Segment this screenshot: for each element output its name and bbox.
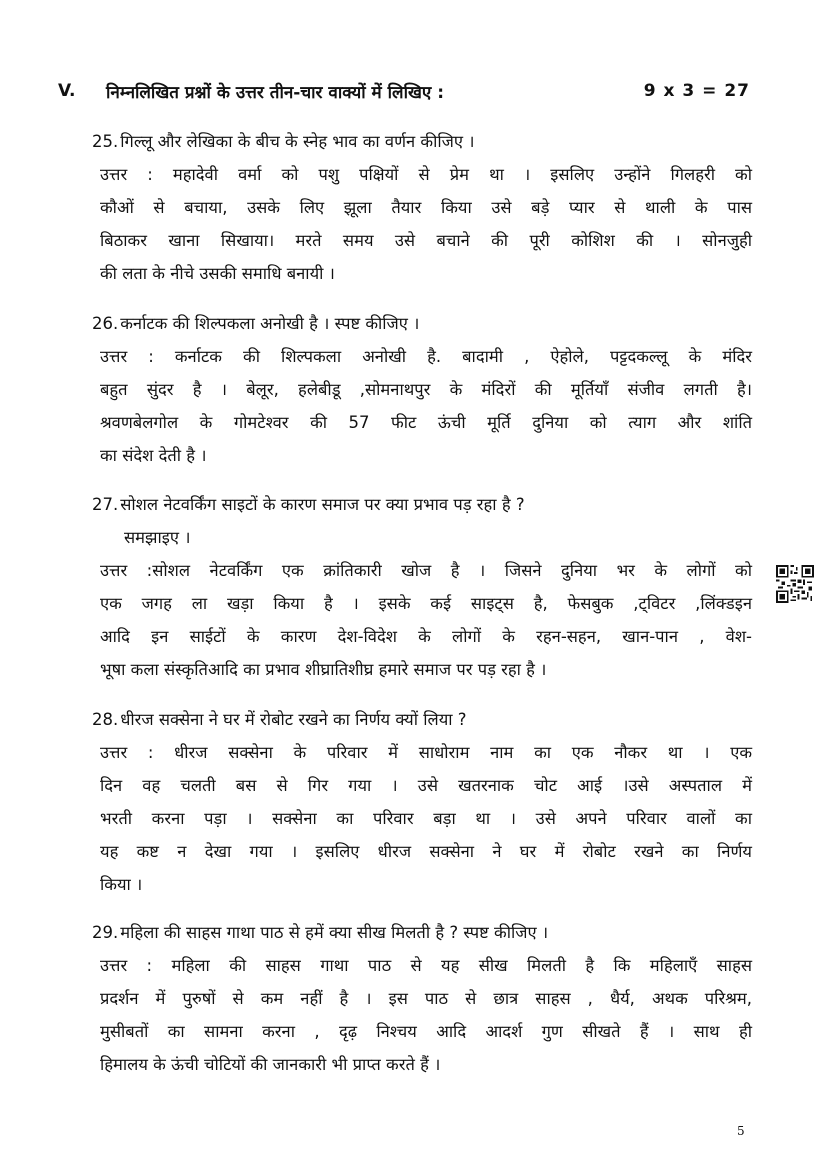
answer-line: किया ।: [100, 875, 143, 894]
question-block-27: [92, 488, 752, 686]
answer-line: उत्तर : धीरज सक्सेना के परिवार में साधोराम नाम का एक नौकर था । एक: [100, 743, 752, 762]
question-text: [92, 916, 752, 949]
answer-line: भूषा कला संस्कृतिआदि का प्रभाव शीघ्रातिशीघ्र हमारे समाज पर पड़ रहा है ।: [100, 660, 547, 679]
question-number: 29.: [92, 923, 119, 942]
answer-line: उत्तर : कर्नाटक की शिल्पकला अनोखी है. बादामी , ऐहोले, पट्टदकल्लू के मंदिर: [100, 347, 752, 366]
question-text: [92, 488, 752, 521]
answer-text: [92, 554, 752, 686]
question-text-cont: [92, 521, 752, 554]
question-number: 25.: [92, 132, 119, 151]
answer-text: [92, 340, 752, 472]
question-number: 28.: [92, 710, 119, 729]
answer-line: बिठाकर खाना सिखाया। मरते समय उसे बचाने की पूरी कोशिश की । सोनजुही: [100, 231, 752, 250]
answer-line: का संदेश देती है ।: [100, 446, 207, 465]
answer-line: कौओं से बचाया, उसके लिए झूला तैयार किया उसे बड़े प्यार से थाली के पास: [100, 198, 752, 217]
question-line: समझाइए ।: [124, 528, 191, 547]
answer-line: उत्तर : महादेवी वर्मा को पशु पक्षियों से प्रेम था । इसलिए उन्होंने गिलहरी को: [100, 165, 752, 184]
question-line: कर्नाटक की शिल्पकला अनोखी है । स्पष्ट कीजिए ।: [120, 314, 420, 333]
answer-line: बहुत सुंदर है । बेलूर, हलेबीडू ,सोमनाथपुर के मंदिरों की मूर्तियाँ संजीव लगती है।: [100, 380, 752, 399]
answer-line: दिन वह चलती बस से गिर गया । उसे खतरनाक चोट आई ।उसे अस्पताल में: [100, 776, 752, 795]
answer-line: एक जगह ला खड़ा किया है । इसके कई साइट्स है, फेसबुक ,ट्विटर ,लिंक्डइन: [100, 594, 752, 613]
answer-line: यह कष्ट न देखा गया । इसलिए धीरज सक्सेना ने घर में रोबोट रखने का निर्णय: [100, 842, 752, 861]
question-block-26: [92, 307, 752, 472]
question-number: 27.: [92, 495, 119, 514]
question-text: [92, 703, 752, 736]
answer-text: [92, 949, 752, 1081]
answer-text: [92, 158, 752, 290]
section-number: V.: [58, 81, 76, 101]
section-header: [58, 76, 750, 106]
answer-line: उत्तर :सोशल नेटवर्किंग एक क्रांतिकारी खोज है । जिसने दुनिया भर के लोगों को: [100, 561, 752, 580]
answer-line: मुसीबतों का सामना करना , दृढ़ निश्चय आदि आदर्श गुण सीखते हैं । साथ ही: [100, 1022, 752, 1041]
question-line: धीरज सक्सेना ने घर में रोबोट रखने का निर्णय क्यों लिया ?: [120, 710, 467, 729]
question-line: गिल्लू और लेखिका के बीच के स्नेह भाव का वर्णन कीजिए ।: [120, 132, 475, 151]
answer-line: आदि इन साईटों के कारण देश-विदेश के लोगों के रहन-सहन, खान-पान , वेश-: [100, 627, 752, 646]
question-block-28: [92, 703, 752, 901]
question-line: सोशल नेटवर्किंग साइटों के कारण समाज पर क्या प्रभाव पड़ रहा है ?: [120, 495, 525, 514]
question-block-29: [92, 916, 752, 1081]
qr-code-icon[interactable]: [776, 565, 814, 603]
answer-line: की लता के नीचे उसकी समाधि बनायी ।: [100, 264, 335, 283]
question-number: 26.: [92, 314, 119, 333]
question-line: महिला की साहस गाथा पाठ से हमें क्या सीख मिलती है ? स्पष्ट कीजिए ।: [120, 923, 549, 942]
answer-line: श्रवणबेलगोल के गोमटेश्वर की 57 फीट ऊंची मूर्ति दुनिया को त्याग और शांति: [100, 413, 752, 432]
question-block-25: [92, 125, 752, 290]
answer-line: भरती करना पड़ा । सक्सेना का परिवार बड़ा था । उसे अपने परिवार वालों का: [100, 809, 752, 828]
answer-text: [92, 736, 752, 901]
section-marks: 9 x 3 = 27: [643, 81, 750, 101]
section-title: निम्नलिखित प्रश्नों के उत्तर तीन-चार वाक्यों में लिखिए :: [106, 82, 444, 103]
question-text: [92, 125, 752, 158]
answer-line: हिमालय के ऊंची चोटियों की जानकारी भी प्राप्त करते हैं ।: [100, 1055, 441, 1074]
answer-line: उत्तर : महिला की साहस गाथा पाठ से यह सीख मिलती है कि महिलाएँ साहस: [100, 956, 752, 975]
question-text: [92, 307, 752, 340]
page-number: 5: [737, 1124, 745, 1138]
answer-line: प्रदर्शन में पुरुषों से कम नहीं है । इस पाठ से छात्र साहस , धैर्य, अथक परिश्रम,: [100, 989, 752, 1008]
